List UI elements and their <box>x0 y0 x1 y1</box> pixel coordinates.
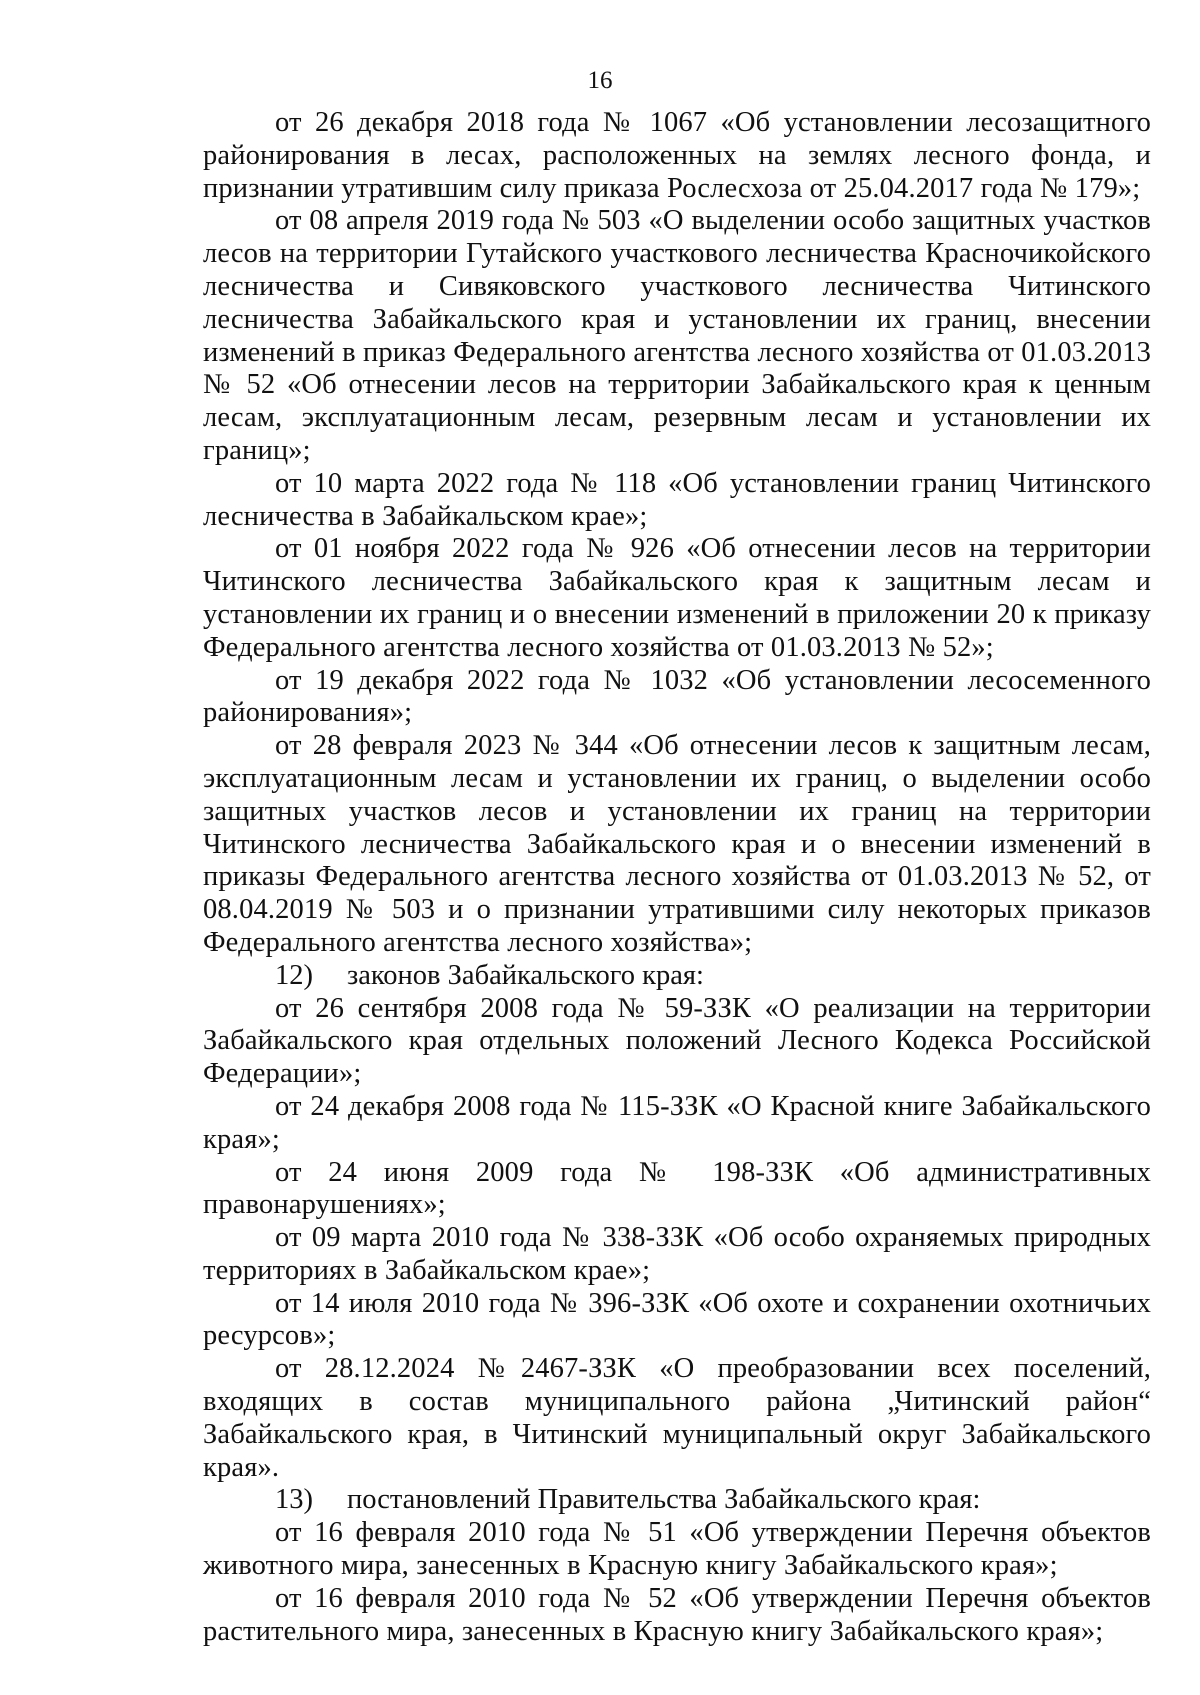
paragraph-law-2467: от 28.12.2024 №2467-ЗЗК «О преобразовании всех поселений, входящих в состав муниципального района „Читинский район“ Забайкальского края, в Читинский муниципальный округ Забайкальского края». <box>203 1353 1151 1483</box>
list-item-12 <box>203 960 1151 993</box>
list-item-number: 12) <box>275 959 313 991</box>
paragraph-law-338: от 09 марта 2010 года № 338-ЗЗК «Об особо охраняемых природных территориях в Забайкальском крае»; <box>203 1222 1151 1286</box>
list-item-text: постановлений Правительства Забайкальского края: <box>347 1484 981 1516</box>
paragraph-order-1067: от 26 декабря 2018 года № 1067 «Об установлении лесозащитного районирования в лесах, расположенных на землях лесного фонда, и признании утратившим силу приказа Рослесхоза от 25.04.2017 года № 179»; <box>203 107 1151 204</box>
paragraph-resolution-52: от 16 февраля 2010 года № 52 «Об утверждении Перечня объектов растительного мира, занесенных в Красную книгу Забайкальского края»; <box>203 1582 1151 1647</box>
paragraph-law-59: от 26 сентября 2008 года № 59-ЗЗК «О реализации на территории Забайкальского края отдельных положений Лесного Кодекса Российской Федерации»; <box>203 992 1151 1090</box>
paragraph-law-396: от 14 июля 2010 года № 396-ЗЗК «Об охоте и сохранении охотничьих ресурсов»; <box>203 1287 1151 1352</box>
paragraph-order-118: от 10 марта 2022 года № 118 «Об установлении границ Читинского лесничества в Забайкальском крае»; <box>203 467 1151 532</box>
paragraph-order-344: от 28 февраля 2023 № 344 «Об отнесении лесов к защитным лесам, эксплуатационным лесам и установлении их границ, о выделении особо защитных участков лесов и установлении их границ на территории Читинского лесничества Забайкальского края и о внесении изменений в приказы Федерального агентства лесного хозяйства от 01.03.2013 № 52, от 08.04.2019 № 503 и о признании утратившими силу некоторых приказов Федерального агентства лесного хозяйства»; <box>203 730 1151 958</box>
document-body <box>203 107 1151 1648</box>
paragraph-order-926: от 01 ноября 2022 года № 926 «Об отнесении лесов на территории Читинского лесничества Забайкальского края к защитным лесам и установлении их границ и о внесении изменений в приложении 20 к приказу Федерального агентства лесного хозяйства от 01.03.2013 № 52»; <box>203 533 1151 663</box>
list-item-text: законов Забайкальского края: <box>347 959 704 991</box>
paragraph-law-115: от 24 декабря 2008 года № 115-ЗЗК «О Красной книге Забайкальского края»; <box>203 1090 1151 1155</box>
list-item-13 <box>203 1484 1151 1517</box>
paragraph-law-198: от 24 июня 2009 года № 198-ЗЗК «Об административных правонарушениях»; <box>203 1156 1151 1221</box>
list-item-number: 13) <box>275 1484 313 1516</box>
paragraph-order-503: от 08 апреля 2019 года № 503 «О выделении особо защитных участков лесов на территории Гутайского участкового лесничества Красночикойского лесничества и Сивяковского участкового лесничества Читинского лесничества Забайкальского края и установлении их границ, внесении изменений в приказ Федерального агентства лесного хозяйства от 01.03.2013 № 52 «Об отнесении лесов на территории Забайкальского края к ценным лесам, эксплуатационным лесам, резервным лесам и установлении их границ»; <box>203 205 1151 466</box>
paragraph-resolution-51: от 16 февраля 2010 года № 51 «Об утверждении Перечня объектов животного мира, занесенных в Красную книгу Забайкальского края»; <box>203 1517 1151 1582</box>
paragraph-order-1032: от 19 декабря 2022 года № 1032 «Об установлении лесосеменного районирования»; <box>203 664 1151 729</box>
page-number: 16 <box>587 67 613 94</box>
